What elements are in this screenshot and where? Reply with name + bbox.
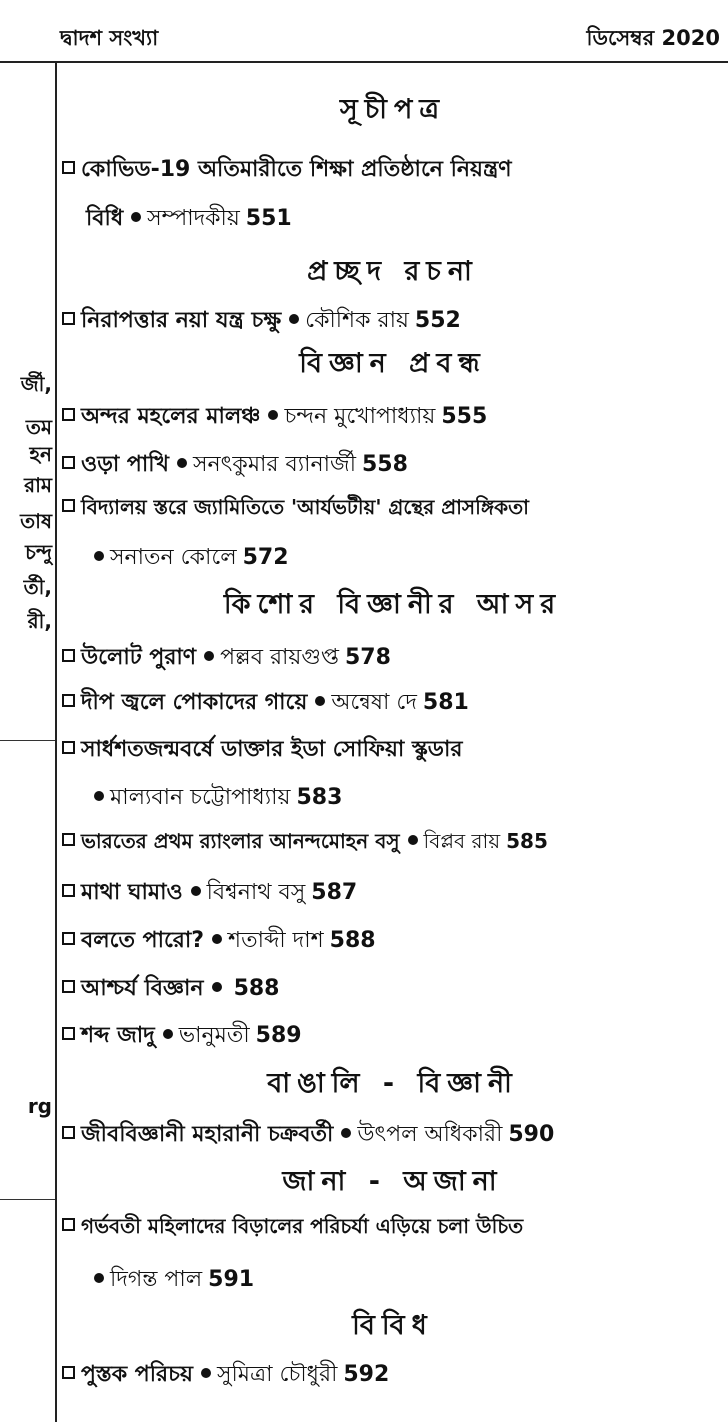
toc-entry[interactable] <box>62 493 529 526</box>
entry-title: বিদ্যালয় স্তরে জ্যামিতিতে 'আর্যভটীয়' গ্রন্থের প্রাসঙ্গিকতা <box>81 495 529 519</box>
entry-page: 572 <box>242 545 289 570</box>
toc-entry[interactable] <box>62 447 408 484</box>
entry-page: 585 <box>506 829 548 853</box>
left-text-fragment: রাম <box>24 473 52 497</box>
checkbox-bullet-icon <box>62 833 75 846</box>
left-rule <box>0 1199 55 1200</box>
dot-bullet-icon <box>212 982 222 992</box>
toc-entry[interactable] <box>62 875 357 912</box>
section-heading: কিশোর বিজ্ঞানীর আসর <box>223 589 563 620</box>
left-text-fragment: তাষ <box>20 509 52 533</box>
entry-author: সনৎকুমার ব্যানার্জী <box>193 452 356 477</box>
checkbox-bullet-icon <box>62 1218 75 1231</box>
entry-author: ভানুমতী <box>178 1023 250 1048</box>
toc-entry[interactable] <box>62 640 391 677</box>
entry-title: বলতে পারো? <box>81 928 205 953</box>
dot-bullet-icon <box>191 886 201 896</box>
dot-bullet-icon <box>341 1128 351 1138</box>
checkbox-bullet-icon <box>62 456 75 469</box>
checkbox-bullet-icon <box>62 499 75 512</box>
entry-page: 552 <box>414 308 461 333</box>
entry-author: কৌশিক রায় <box>305 308 409 333</box>
entry-page: 578 <box>344 645 391 670</box>
dot-bullet-icon <box>204 651 214 661</box>
dot-bullet-icon <box>408 835 418 845</box>
toc-entry[interactable] <box>62 1018 302 1055</box>
entry-page: 587 <box>311 880 358 905</box>
entry-page: 551 <box>245 206 292 231</box>
entry-page: 583 <box>296 785 343 810</box>
dot-bullet-icon <box>315 696 325 706</box>
entry-author: সম্পাদকীয় <box>147 206 240 231</box>
entry-author: দিগন্ত পাল <box>110 1267 203 1292</box>
entry-page: 581 <box>422 690 469 715</box>
entry-title: কোভিড-19 অতিমারীতে শিক্ষা প্রতিষ্ঠানে নিয়ন্ত্রণ <box>81 157 512 182</box>
section-heading: বিবিধ <box>352 1310 434 1341</box>
entry-title: দীপ জ্বলে পোকাদের গায়ে <box>81 690 308 715</box>
entry-author: বিপ্লব রায় <box>423 829 501 853</box>
checkbox-bullet-icon <box>62 649 75 662</box>
entry-page: 558 <box>362 452 408 477</box>
toc-entry[interactable] <box>62 685 469 722</box>
checkbox-bullet-icon <box>62 161 75 174</box>
left-text-fragment: র্তী, <box>23 575 52 599</box>
entry-title: ভারতের প্রথম র‍্যাংলার আনন্দমোহন বসু <box>81 829 400 853</box>
checkbox-bullet-icon <box>62 884 75 897</box>
dot-bullet-icon <box>212 934 222 944</box>
entry-title: সার্ধশতজন্মবর্ষে ডাক্তার ইডা সোফিয়া স্কুডার <box>81 737 463 762</box>
section-heading: জানা - অজানা <box>282 1166 504 1197</box>
dot-bullet-icon <box>131 212 141 222</box>
left-text-fragment: র্জী, <box>20 372 52 396</box>
dot-bullet-icon <box>201 1368 211 1378</box>
toc-entry[interactable] <box>62 152 512 189</box>
left-text-fragment: তম <box>25 415 52 439</box>
toc-entry[interactable] <box>62 923 376 960</box>
column-divider <box>55 63 57 1422</box>
entry-page: 591 <box>208 1267 255 1292</box>
checkbox-bullet-icon <box>62 932 75 945</box>
entry-author: পল্লব রায়গুপ্ত <box>220 645 339 670</box>
entry-title: উলোট পুরাণ <box>81 645 197 670</box>
entry-page: 555 <box>441 404 488 429</box>
entry-title: অন্দর মহলের মালঞ্চ <box>81 404 261 429</box>
checkbox-bullet-icon <box>62 1366 75 1379</box>
left-text-fragment: rg <box>27 1094 52 1118</box>
toc-title: সূচীপত্র <box>339 94 447 125</box>
entry-page: 588 <box>329 928 376 953</box>
toc-entry[interactable] <box>62 1212 523 1245</box>
issue-date: ডিসেম্বর 2020 <box>586 26 720 50</box>
entry-author: অন্বেষা দে <box>331 690 417 715</box>
dot-bullet-icon <box>94 791 104 801</box>
entry-title: আশ্চর্য বিজ্ঞান <box>81 976 204 1001</box>
entry-author: উৎপল অধিকারী <box>357 1122 503 1147</box>
left-text-fragment: হন <box>29 442 52 466</box>
entry-page: 592 <box>343 1362 390 1387</box>
dot-bullet-icon <box>268 410 278 420</box>
left-column-fragment <box>0 63 56 1422</box>
entry-author: বিশ্বনাথ বসু <box>206 880 306 905</box>
checkbox-bullet-icon <box>62 694 75 707</box>
toc-entry-continuation <box>86 1262 254 1299</box>
section-heading: বিজ্ঞান প্রবন্ধ <box>299 348 487 379</box>
entry-title: বিধি <box>86 206 124 231</box>
toc-entry[interactable] <box>62 1117 554 1154</box>
dot-bullet-icon <box>289 314 299 324</box>
dot-bullet-icon <box>94 1273 104 1283</box>
entry-title: পুস্তক পরিচয় <box>81 1362 193 1387</box>
checkbox-bullet-icon <box>62 1027 75 1040</box>
table-of-contents <box>62 63 724 1422</box>
entry-page: 590 <box>508 1122 555 1147</box>
toc-entry[interactable] <box>62 732 462 769</box>
entry-author: সুমিত্রা চৌধুরী <box>216 1362 338 1387</box>
entry-page: 588 <box>233 976 280 1001</box>
section-heading: প্রচ্ছদ রচনা <box>307 256 479 287</box>
toc-entry[interactable] <box>62 1357 389 1394</box>
entry-author: মাল্যবান চট্টোপাধ্যায় <box>110 785 291 810</box>
checkbox-bullet-icon <box>62 980 75 993</box>
section-heading: বাঙালি - বিজ্ঞানী <box>267 1068 519 1099</box>
toc-entry[interactable] <box>62 827 548 860</box>
checkbox-bullet-icon <box>62 408 75 421</box>
entry-page: 589 <box>255 1023 302 1048</box>
entry-title: নিরাপত্তার নয়া যন্ত্র চক্ষু <box>81 308 282 333</box>
toc-entry-continuation <box>86 540 289 577</box>
dot-bullet-icon <box>177 458 187 468</box>
checkbox-bullet-icon <box>62 741 75 754</box>
entry-title: ওড়া পাখি <box>81 452 169 477</box>
dot-bullet-icon <box>94 551 104 561</box>
toc-entry[interactable] <box>62 303 461 340</box>
entry-title: মাথা ঘামাও <box>81 880 183 905</box>
checkbox-bullet-icon <box>62 1126 75 1139</box>
left-text-fragment: রী, <box>27 609 52 633</box>
checkbox-bullet-icon <box>62 312 75 325</box>
entry-title: জীববিজ্ঞানী মহারানী চক্রবর্তী <box>81 1122 334 1147</box>
toc-entry-continuation <box>86 201 292 238</box>
entry-author: চন্দন মুখোপাধ্যায় <box>284 404 436 429</box>
entry-author: সনাতন কোলে <box>110 545 237 570</box>
issue-number: দ্বাদশ সংখ্যা <box>60 26 159 50</box>
left-rule <box>0 740 55 741</box>
left-text-fragment: চন্দু <box>25 540 52 564</box>
dot-bullet-icon <box>163 1029 173 1039</box>
toc-entry[interactable] <box>62 399 487 436</box>
entry-title: গর্ভবতী মহিলাদের বিড়ালের পরিচর্যা এড়িয়ে চলা উচিত <box>81 1214 524 1238</box>
toc-entry-continuation <box>86 780 342 817</box>
entry-author: শতাব্দী দাশ <box>228 928 324 953</box>
entry-title: শব্দ জাদু <box>81 1023 155 1048</box>
toc-entry[interactable] <box>62 971 280 1008</box>
